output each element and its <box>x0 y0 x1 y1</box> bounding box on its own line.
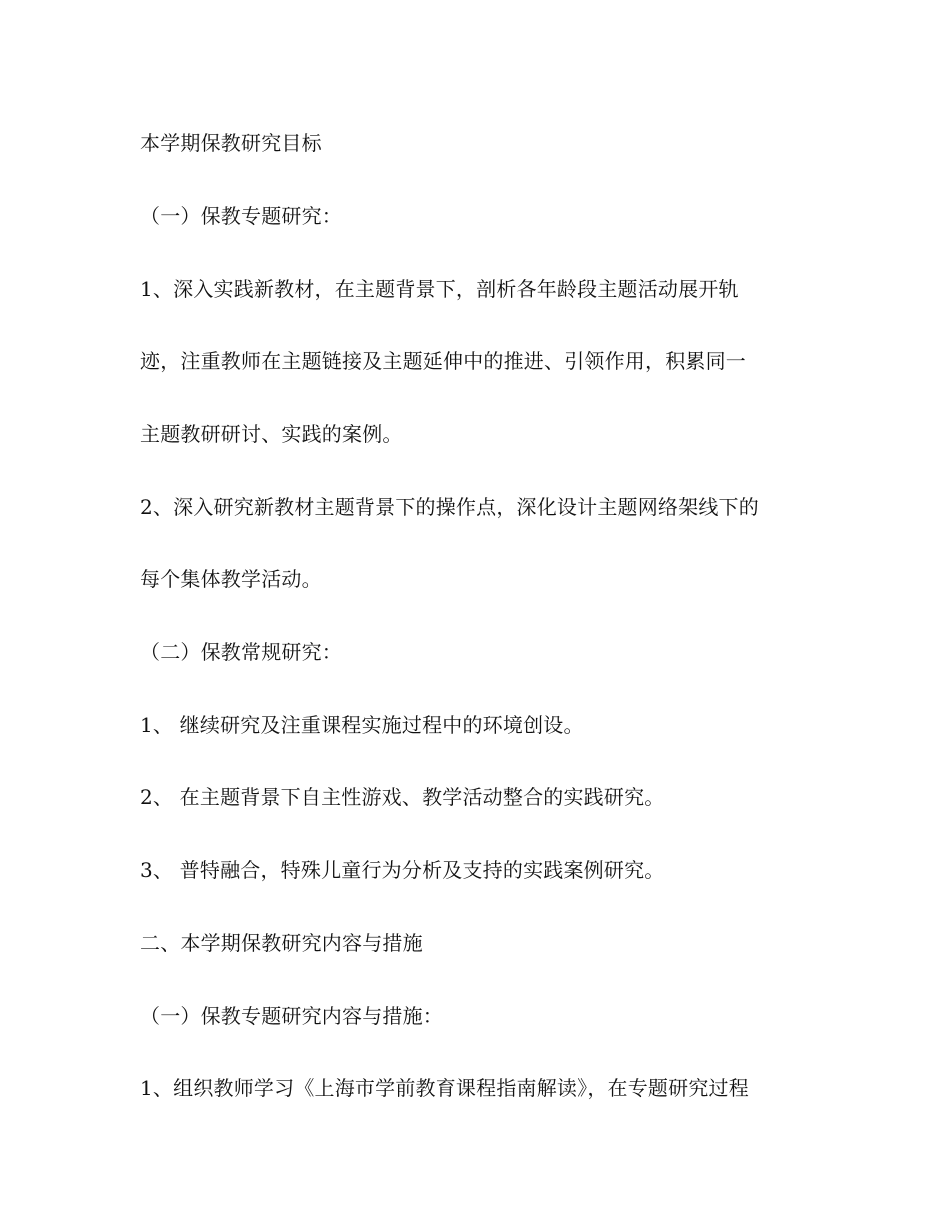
paragraph-line: 1、深入实践新教材，在主题背景下，剖析各年龄段主题活动展开轨 <box>140 277 739 301</box>
paragraph-line: 迹，注重教师在主题链接及主题延伸中的推进、引领作用，积累同一 <box>140 349 746 373</box>
paragraph-line: 主题教研研讨、实践的案例。 <box>140 422 403 446</box>
paragraph-line: 1、组织教师学习《上海市学前教育课程指南解读》，在专题研究过程 <box>140 1076 749 1100</box>
list-item: 3、 普特融合，特殊儿童行为分析及支持的实践案例研究。 <box>140 858 665 882</box>
subsection-heading: （一）保教专题研究内容与措施： <box>140 1004 443 1028</box>
subsection-heading: （二）保教常规研究： <box>140 640 342 664</box>
section-title: 本学期保教研究目标 <box>140 131 322 155</box>
paragraph-line: 2、深入研究新教材主题背景下的操作点，深化设计主题网络架线下的 <box>140 495 759 519</box>
paragraph-line: 每个集体教学活动。 <box>140 567 322 591</box>
subsection-heading: （一）保教专题研究： <box>140 204 342 228</box>
list-item: 2、 在主题背景下自主性游戏、教学活动整合的实践研究。 <box>140 785 665 809</box>
list-item: 1、 继续研究及注重课程实施过程中的环境创设。 <box>140 713 584 737</box>
section-heading: 二、本学期保教研究内容与措施 <box>140 931 423 955</box>
